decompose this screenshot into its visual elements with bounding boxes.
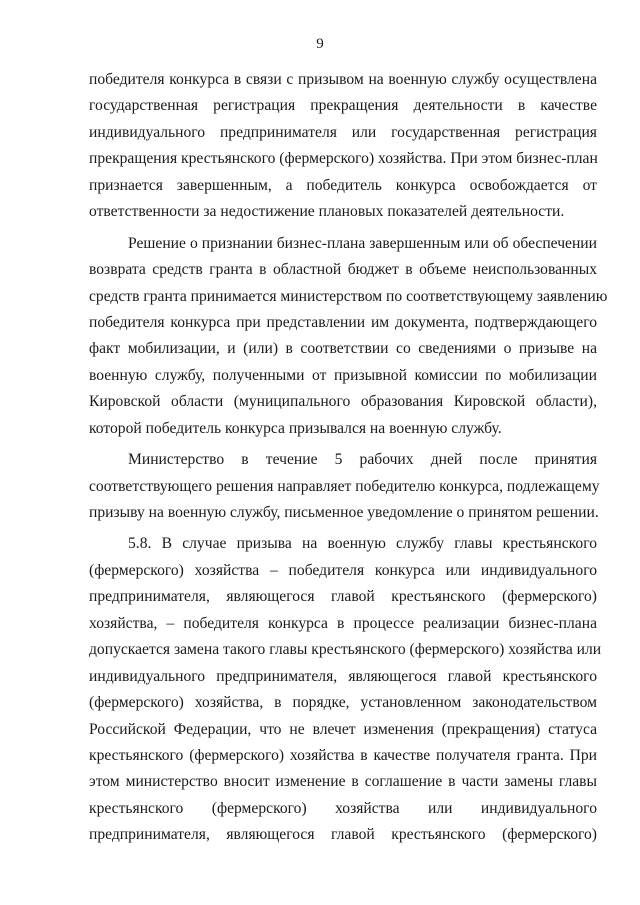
text-line: хозяйства, – победителя конкурса в процессе реализации бизнес-плана: [89, 614, 597, 632]
text-line: предпринимателя, являющегося главой крестьянского (фермерского): [89, 588, 597, 606]
text-line: 5.8. В случае призыва на военную службу главы крестьянского: [128, 535, 597, 553]
text-line: Кировской области (муниципального образования Кировской области),: [89, 393, 597, 411]
text-line: которой победитель конкурса призывался на военную службу.: [89, 419, 502, 437]
text-line: Российской Федерации, что не влечет изменения (прекращения) статуса: [89, 720, 597, 738]
text-line: Министерство в течение 5 рабочих дней после принятия: [128, 451, 597, 469]
text-line: ответственности за недостижение плановых показателей деятельности.: [89, 203, 565, 221]
text-line: признается завершенным, а победитель конкурса освобождается от: [89, 176, 597, 194]
text-line: возврата средств гранта в областной бюджет в объеме неиспользованных: [89, 261, 597, 279]
text-line: допускается замена такого главы крестьянского (фермерского) хозяйства или: [89, 641, 602, 659]
text-line: государственная регистрация прекращения деятельности в качестве: [89, 97, 597, 115]
text-line: предпринимателя, являющегося главой крестьянского (фермерского): [89, 826, 597, 844]
text-line: победителя конкурса при представлении им документа, подтверждающего: [89, 313, 597, 331]
text-line: крестьянского (фермерского) хозяйства или индивидуального: [89, 799, 597, 817]
paragraph: [89, 67, 597, 226]
text-line: этом министерство вносит изменение в соглашение в части замены главы: [89, 773, 597, 791]
paragraph: [89, 531, 602, 848]
text-line: (фермерского) хозяйства – победителя конкурса или индивидуального: [89, 561, 597, 579]
paragraph: [89, 447, 600, 526]
text-line: (фермерского) хозяйства, в порядке, установленном законодательством: [89, 694, 597, 712]
text-line: военную службу, полученными от призывной комиссии по мобилизации: [89, 366, 597, 384]
text-line: соответствующего решения направляет победителю конкурса, подлежащему: [89, 477, 600, 495]
text-line: индивидуального предпринимателя или государственная регистрация: [89, 123, 597, 141]
text-line: средств гранта принимается министерством по соответствующему заявлению: [89, 287, 608, 305]
paragraph: [89, 231, 608, 443]
text-line: факт мобилизации, и (или) в соответствии со сведениями о призыве на: [89, 340, 597, 358]
text-line: призыву на военную службу, письменное уведомление о принятом решении.: [89, 504, 599, 521]
text-line: индивидуального предпринимателя, являющегося главой крестьянского: [89, 667, 597, 685]
document-body: [89, 67, 608, 849]
page-number: 9: [316, 36, 324, 52]
text-line: крестьянского (фермерского) хозяйства в качестве получателя гранта. При: [89, 746, 597, 764]
text-line: победителя конкурса в связи с призывом на военную службу осуществлена: [89, 71, 597, 88]
text-line: прекращения крестьянского (фермерского) хозяйства. При этом бизнес-план: [89, 150, 598, 168]
text-line: Решение о признании бизнес-плана завершенным или об обеспечении: [128, 234, 597, 252]
